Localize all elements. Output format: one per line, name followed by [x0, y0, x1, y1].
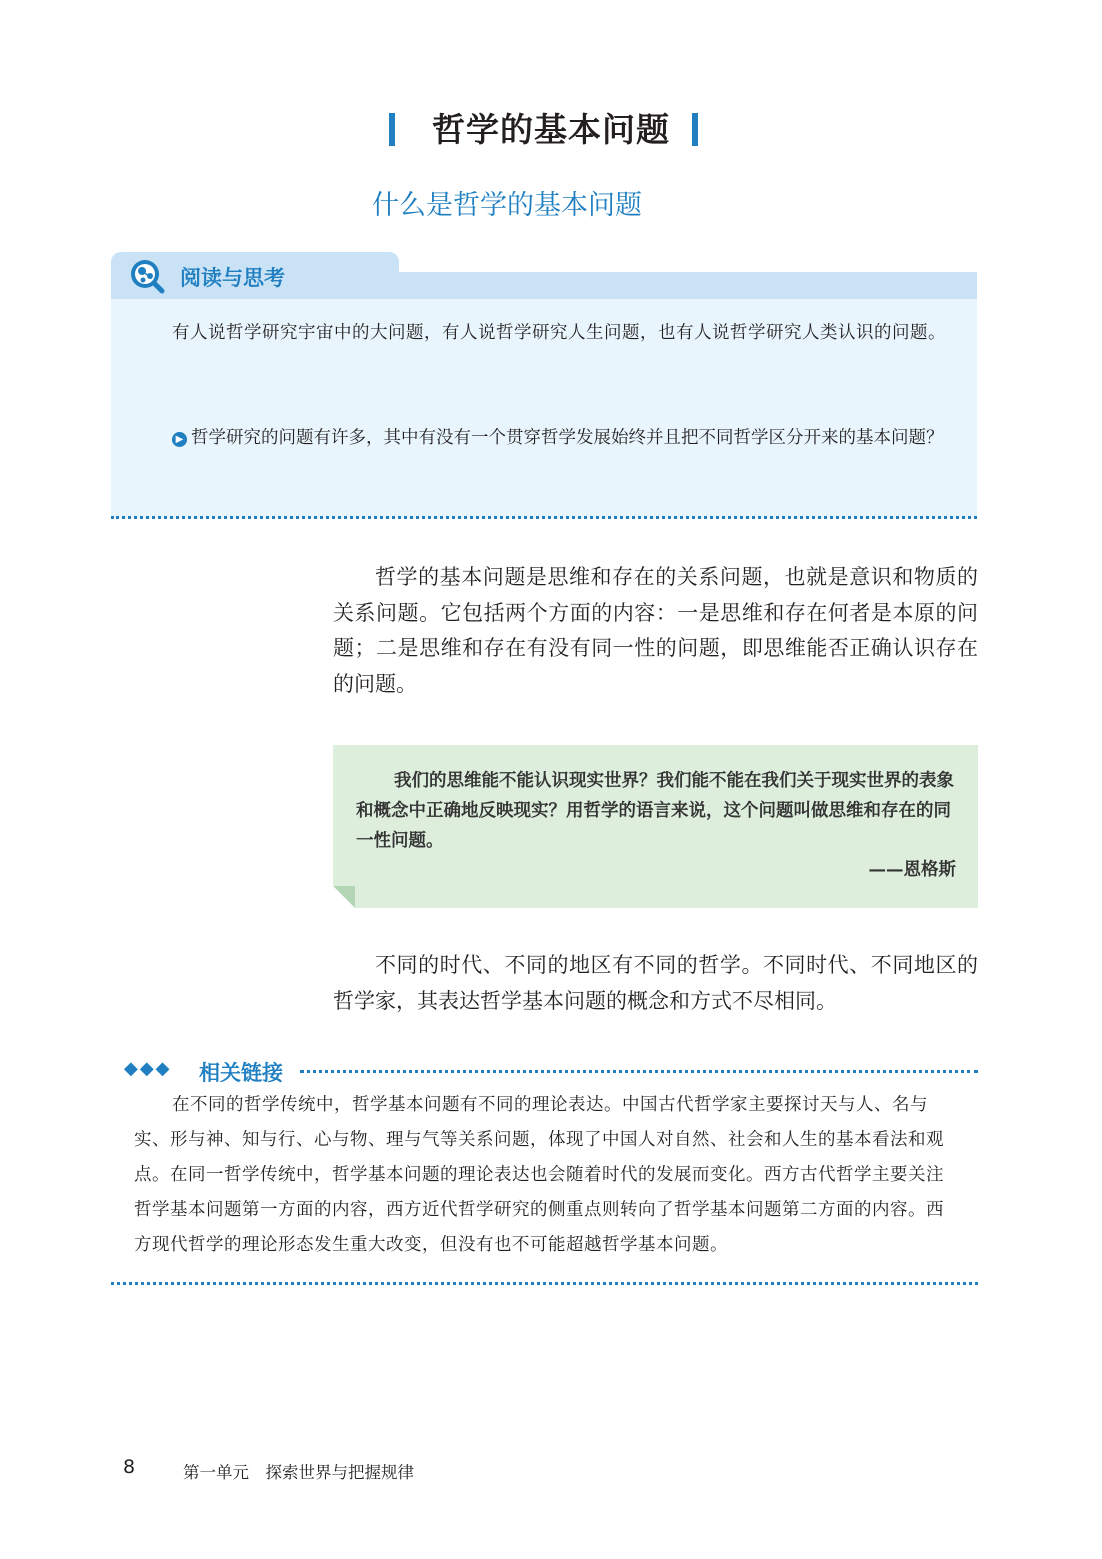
- quote-text-content: 我们的思维能不能认识现实世界？我们能不能在我们关于现实世界的表象和概念中正确地反映现实？用哲学的语言来说，这个问题叫做思维和存在的同一性问题。: [356, 771, 954, 851]
- related-links-bottom-divider: [111, 1282, 978, 1285]
- quote-author: ——恩格斯: [868, 860, 956, 880]
- section-subtitle: 什么是哲学的基本问题: [372, 190, 642, 221]
- arrow-right-icon: ▶: [172, 432, 187, 447]
- quote-text: [356, 766, 956, 856]
- reading-box-label: 阅读与思考: [180, 266, 285, 290]
- page-title: 哲学的基本问题: [432, 110, 670, 149]
- related-links-text: [134, 1088, 960, 1263]
- reading-box-text: [134, 316, 960, 351]
- main-paragraph: 哲学的基本问题是思维和存在的关系问题，也就是意识和物质的关系问题。它包括两个方面的内容：一是思维和存在何者是本原的问题；二是思维和存在有没有同一性的问题，即思维能否正确认识存在的问题。: [333, 565, 978, 696]
- reading-box-question: [134, 421, 960, 456]
- related-links-label: 相关链接: [199, 1061, 283, 1085]
- related-links-text-content: 在不同的哲学传统中，哲学基本问题有不同的理论表达。中国古代哲学家主要探讨天与人、名与实、形与神、知与行、心与物、理与气等关系问题，体现了中国人对自然、社会和人生的基本看法和观点。在同一哲学传统中，哲学基本问题的理论表达也会随着时代的发展而变化。西方古代哲学主要关注哲学基本问题第一方面的内容，西方近代哲学研究的侧重点则转向了哲学基本问题第二方面的内容。西方现代哲学的理论形态发生重大改变，但没有也不可能超越哲学基本问题。: [134, 1095, 944, 1255]
- reading-box-question-text: 哲学研究的问题有许多，其中有没有一个贯穿哲学发展始终并且把不同哲学区分开来的基本问题？: [191, 428, 944, 448]
- related-links-header-divider: [300, 1070, 978, 1073]
- diamond-bullets-icon: ◆◆◆: [124, 1058, 172, 1079]
- page-fold-corner: [333, 886, 355, 908]
- main-paragraph: 不同的时代、不同的地区有不同的哲学。不同时代、不同地区的哲学家，其表达哲学基本问题的概念和方式不尽相同。: [333, 953, 978, 1013]
- magnifier-molecule-icon: [129, 258, 165, 294]
- running-footer: 第一单元 探索世界与把握规律: [183, 1463, 414, 1482]
- reading-box-text-content: 有人说哲学研究宇宙中的大问题，有人说哲学研究人生问题，也有人说哲学研究人类认识的问题。: [172, 323, 946, 343]
- reading-box-divider: [111, 516, 977, 519]
- title-right-bar: [692, 113, 698, 146]
- page-number: 8: [123, 1456, 136, 1478]
